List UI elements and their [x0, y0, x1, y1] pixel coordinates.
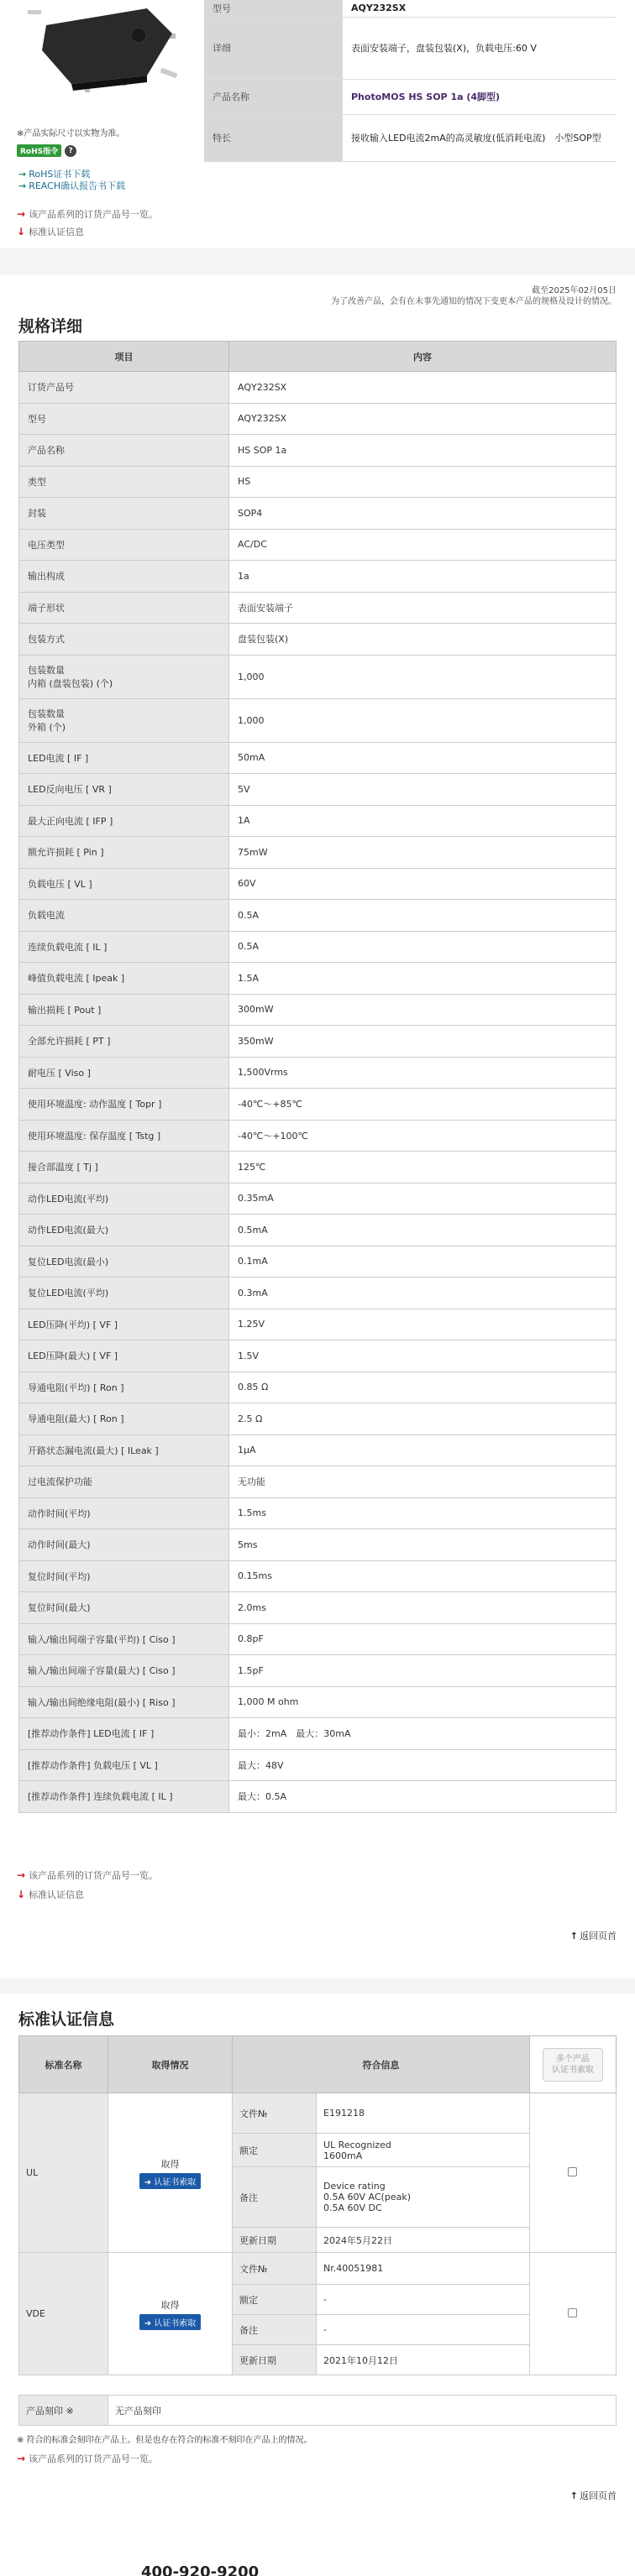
- spec-row-value: 1.25V: [229, 1309, 617, 1340]
- spec-row: [19, 561, 617, 593]
- spec-row-label: 负载电压 [ VL ]: [19, 868, 229, 900]
- vde-row-k: 更新日期: [233, 2345, 317, 2375]
- ul-row-v: E191218: [317, 2093, 530, 2134]
- cert-table: [18, 2035, 617, 2375]
- spec-row-value: 1,500Vrms: [229, 1057, 617, 1089]
- spec-row-value: 1μA: [229, 1434, 617, 1466]
- product-info-table: [204, 0, 617, 162]
- spec-order-number-list-link[interactable]: [17, 1868, 158, 1882]
- spec-row-label: 耐电压 [ Viso ]: [19, 1057, 229, 1089]
- spec-table: [18, 341, 617, 1813]
- reach-report-download-link[interactable]: [18, 179, 125, 192]
- spec-row: [19, 1655, 617, 1687]
- marking-value: 无产品刻印: [108, 2396, 617, 2426]
- spec-row-label: 开路状态漏电流(最大) [ ILeak ]: [19, 1434, 229, 1466]
- spec-row-value: 无功能: [229, 1466, 617, 1498]
- spec-row-label: 包装方式: [19, 624, 229, 656]
- cert-title: 标准认证信息: [18, 2010, 115, 2029]
- spec-row: [19, 466, 617, 498]
- label-features: 特长: [204, 114, 343, 161]
- spec-row-value: 表面安装端子: [229, 592, 617, 624]
- vde-row-k: 额定: [233, 2285, 317, 2315]
- label-detail: 详细: [204, 17, 343, 79]
- arrow-right-icon: →: [17, 2453, 26, 2464]
- spec-row-label: 峰值负载电流 [ Ipeak ]: [19, 963, 229, 995]
- spec-row-value: 1A: [229, 805, 617, 837]
- spec-row: [19, 1434, 617, 1466]
- spec-row-label: 产品名称: [19, 435, 229, 467]
- spec-row-label: 类型: [19, 466, 229, 498]
- label-model: 型号: [204, 0, 343, 17]
- cert-order-number-list-link[interactable]: [17, 2452, 158, 2465]
- spec-row: [19, 624, 617, 656]
- spec-row-value: 0.8pF: [229, 1623, 617, 1655]
- multi-cert-request-button[interactable]: [543, 2048, 603, 2082]
- spec-order-number-list-label: 该产品系列的订货产品号一览。: [29, 1870, 159, 1881]
- marking-label: 产品刻印 ※: [19, 2396, 108, 2426]
- spec-row-value: 1.5V: [229, 1340, 617, 1372]
- product-marking-table: [18, 2395, 617, 2426]
- ul-row-k: 备注: [233, 2167, 317, 2228]
- arrow-right-icon: →: [18, 180, 27, 191]
- spec-row-label: 订货产品号: [19, 372, 229, 404]
- spec-row-label: 输入/输出间端子容量(最大) [ Ciso ]: [19, 1655, 229, 1687]
- spec-row: [19, 698, 617, 742]
- spec-row: [19, 1592, 617, 1624]
- rohs-cert-download-label: RoHS证书下载: [29, 169, 91, 180]
- vde-row-v: -: [317, 2315, 530, 2345]
- spec-row-label: 使用环境温度: 保存温度 [ Tstg ]: [19, 1120, 229, 1152]
- spec-header-content: 内容: [229, 342, 617, 372]
- spec-row: [19, 372, 617, 404]
- spec-row-label: [推荐动作条件] LED电流 [ IF ]: [19, 1718, 229, 1750]
- spec-row-value: 2.0ms: [229, 1592, 617, 1624]
- value-product-name[interactable]: PhotoMOS HS SOP 1a (4脚型): [343, 79, 617, 114]
- spec-row-value: 0.5mA: [229, 1215, 617, 1246]
- rohs-indicator: [17, 144, 76, 157]
- spec-row-value: 0.5A: [229, 900, 617, 932]
- spec-disclaimer: 为了改善产品，会有在未事先通知的情况下变更本产品的规格及设计的情况。: [331, 297, 617, 306]
- cert-footnote: ※ 符合的标准会刻印在产品上。但是也存在符合的标准不刻印在产品上的情况。: [17, 2436, 312, 2445]
- spec-row: [19, 1057, 617, 1089]
- spec-row-value: 0.1mA: [229, 1246, 617, 1278]
- spec-row-label: 全部允许损耗 [ PT ]: [19, 1026, 229, 1058]
- spec-row: [19, 742, 617, 774]
- spec-row-label: 复位时间(平均): [19, 1560, 229, 1592]
- spec-row: [19, 1215, 617, 1246]
- spec-row-label: 包装数量 外箱 (个): [19, 698, 229, 742]
- footer: [0, 2531, 635, 2576]
- spec-row: [19, 1403, 617, 1435]
- spec-row: [19, 1152, 617, 1183]
- standard-cert-label: 标准认证信息: [29, 227, 85, 238]
- vde-row-v: 2021年10月12日: [317, 2345, 530, 2375]
- spec-row-label: 最大正向电流 [ IFP ]: [19, 805, 229, 837]
- product-summary-section: [0, 0, 635, 248]
- spec-row-label: 复位时间(最大): [19, 1592, 229, 1624]
- spec-row-value: 60V: [229, 868, 617, 900]
- spec-row-value: AQY232SX: [229, 372, 617, 404]
- arrow-up-icon: ↑: [569, 2490, 578, 2501]
- ul-row-v: Device rating 0.5A 60V AC(peak) 0.5A 60V DC: [317, 2167, 530, 2228]
- spec-row-label: 导通电阻(平均) [ Ron ]: [19, 1372, 229, 1403]
- spec-row-label: LED压降(最大) [ VF ]: [19, 1340, 229, 1372]
- spec-row: [19, 1246, 617, 1278]
- spec-row-label: 型号: [19, 403, 229, 435]
- ul-row-k: 额定: [233, 2134, 317, 2167]
- ul-cert-request-button[interactable]: ➜ 认证书索取: [139, 2173, 202, 2189]
- spec-row-value: 0.3mA: [229, 1278, 617, 1309]
- spec-row: [19, 1686, 617, 1718]
- spec-row-value: 0.15ms: [229, 1560, 617, 1592]
- multi-cert-cell: [529, 2036, 616, 2093]
- spec-row: [19, 1718, 617, 1750]
- value-model: AQY232SX: [343, 0, 617, 17]
- cert-header-status: 取得情况: [108, 2036, 233, 2093]
- spec-row-value: 最小：2mA 最大：30mA: [229, 1718, 617, 1750]
- spec-row-label: 连续负载电流 [ IL ]: [19, 931, 229, 963]
- spec-row: [19, 529, 617, 561]
- spec-row-value: 1,000: [229, 655, 617, 698]
- spec-row-value: AQY232SX: [229, 403, 617, 435]
- ul-status-cell: [108, 2093, 233, 2253]
- vde-row-v: Nr.40051981: [317, 2253, 530, 2285]
- spec-standard-cert-link[interactable]: [17, 1888, 84, 1901]
- spec-title: 规格详细: [18, 317, 83, 336]
- product-photo: [21, 0, 181, 118]
- spec-row-value: -40℃～+100℃: [229, 1120, 617, 1152]
- standard-cert-link[interactable]: [17, 225, 84, 238]
- cert-back-to-top-link[interactable]: [570, 2489, 617, 2502]
- spec-row: [19, 1089, 617, 1121]
- order-number-list-label: 该产品系列的订货产品号一览。: [29, 209, 159, 220]
- spec-row-label: 过电流保护功能: [19, 1466, 229, 1498]
- reach-report-download-label: REACH确认报告书下载: [29, 180, 126, 191]
- vde-status: 取得: [160, 2299, 180, 2311]
- spec-row: [19, 1372, 617, 1403]
- spec-row-label: 输出损耗 [ Pout ]: [19, 994, 229, 1026]
- arrow-up-icon: ↑: [569, 1930, 578, 1941]
- spec-row: [19, 963, 617, 995]
- spec-row-label: 包装数量 内箱 (盘装包装) (个): [19, 655, 229, 698]
- spec-row-label: 输入/输出间绝缘电阻(最小) [ Riso ]: [19, 1686, 229, 1718]
- spec-row-value: 50mA: [229, 742, 617, 774]
- spec-row-value: -40℃～+85℃: [229, 1089, 617, 1121]
- photo-note: ※产品实际尺寸以实物为准。: [17, 129, 125, 138]
- spec-row-value: HS: [229, 466, 617, 498]
- back-to-top-label: 返回页首: [580, 1931, 617, 1941]
- spec-row: [19, 1623, 617, 1655]
- spec-row-value: 5V: [229, 774, 617, 806]
- arrow-down-icon: ↓: [17, 1889, 26, 1900]
- multi-cert-label: 多个产品 认证书索取: [551, 2054, 594, 2075]
- spec-row: [19, 868, 617, 900]
- spec-row: [19, 655, 617, 698]
- spec-row-value: 最大：0.5A: [229, 1781, 617, 1813]
- ul-status: 取得: [160, 2158, 180, 2170]
- ul-name: UL: [19, 2093, 108, 2253]
- spec-row-value: 5ms: [229, 1529, 617, 1561]
- ul-select-cell: [529, 2093, 616, 2253]
- vde-cert-request-button[interactable]: ➜ 认证书索取: [139, 2314, 202, 2330]
- vde-row-k: 备注: [233, 2315, 317, 2345]
- cert-header-info: 符合信息: [233, 2036, 530, 2093]
- cert-order-number-list-label: 该产品系列的订货产品号一览。: [29, 2453, 159, 2464]
- spec-row: [19, 1183, 617, 1215]
- spec-row: [19, 592, 617, 624]
- spec-header-item: 项目: [19, 342, 229, 372]
- spec-row-label: 电压类型: [19, 529, 229, 561]
- spec-row: [19, 900, 617, 932]
- spec-row: [19, 994, 617, 1026]
- spec-row: [19, 1560, 617, 1592]
- spec-row-value: 2.5 Ω: [229, 1403, 617, 1435]
- arrow-down-icon: ↓: [17, 226, 26, 238]
- vde-row-v: -: [317, 2285, 530, 2315]
- vde-status-cell: [108, 2253, 233, 2375]
- spec-row-value: 1,000 M ohm: [229, 1686, 617, 1718]
- spec-row-label: 复位LED电流(最小): [19, 1246, 229, 1278]
- label-product-name: 产品名称: [204, 79, 343, 114]
- ul-row-v: 2024年5月22日: [317, 2228, 530, 2253]
- spec-row-value: 1.5ms: [229, 1497, 617, 1529]
- spec-row-value: 300mW: [229, 994, 617, 1026]
- spec-row: [19, 1309, 617, 1340]
- spec-row-label: LED反向电压 [ VR ]: [19, 774, 229, 806]
- spec-row: [19, 1340, 617, 1372]
- spec-row-value: 0.85 Ω: [229, 1372, 617, 1403]
- spec-row-value: 350mW: [229, 1026, 617, 1058]
- cert-back-to-top-label: 返回页首: [580, 2490, 617, 2501]
- spec-row: [19, 931, 617, 963]
- spec-row-value: AC/DC: [229, 529, 617, 561]
- ul-select-checkbox[interactable]: [568, 2167, 577, 2176]
- spec-row-label: 接合部温度 [ Tj ]: [19, 1152, 229, 1183]
- spec-row: [19, 1120, 617, 1152]
- spec-row-value: 1a: [229, 561, 617, 593]
- ul-cert-request-label: 认证书索取: [154, 2177, 197, 2187]
- spec-row-label: 复位LED电流(平均): [19, 1278, 229, 1309]
- spec-row-value: 125℃: [229, 1152, 617, 1183]
- ul-row-k: 更新日期: [233, 2228, 317, 2253]
- spec-date-text: 截至2025年02月05日: [532, 286, 617, 295]
- order-number-list-link[interactable]: [17, 207, 158, 221]
- spec-row: [19, 498, 617, 530]
- spec-row-value: 0.5A: [229, 931, 617, 963]
- spec-row-label: LED电流 [ IF ]: [19, 742, 229, 774]
- spec-row-label: [推荐动作条件] 负载电压 [ VL ]: [19, 1749, 229, 1781]
- spec-standard-cert-label: 标准认证信息: [29, 1889, 85, 1900]
- vde-row-k: 文件№: [233, 2253, 317, 2285]
- spec-row: [19, 1749, 617, 1781]
- back-to-top-link[interactable]: [570, 1929, 617, 1942]
- spec-row-value: 最大：48V: [229, 1749, 617, 1781]
- spec-row-label: 端子形状: [19, 592, 229, 624]
- ul-row-k: 文件№: [233, 2093, 317, 2134]
- vde-select-cell: [529, 2253, 616, 2375]
- spec-row: [19, 403, 617, 435]
- ul-row-v: UL Recognized 1600mA: [317, 2134, 530, 2167]
- spec-row-label: 动作LED电流(最大): [19, 1215, 229, 1246]
- rohs-badge: RoHS指令: [17, 144, 61, 157]
- spec-row-label: 使用环境温度: 动作温度 [ Topr ]: [19, 1089, 229, 1121]
- spec-row-value: 1,000: [229, 698, 617, 742]
- help-icon[interactable]: ?: [65, 145, 76, 157]
- spec-row-label: [推荐动作条件] 连续负载电流 [ IL ]: [19, 1781, 229, 1813]
- arrow-right-icon: →: [17, 1869, 26, 1881]
- spec-row-value: 1.5A: [229, 963, 617, 995]
- spec-row-value: 盘装包装(X): [229, 624, 617, 656]
- value-features: 接收输入LED电流2mA的高灵敏度(低消耗电流) 小型SOP型: [343, 114, 617, 161]
- vde-select-checkbox[interactable]: [568, 2308, 577, 2317]
- spec-row: [19, 1781, 617, 1813]
- cert-header-standard: 标准名称: [19, 2036, 108, 2093]
- spec-row-label: LED压降(平均) [ VF ]: [19, 1309, 229, 1340]
- spec-row-value: 0.35mA: [229, 1183, 617, 1215]
- spec-row: [19, 1497, 617, 1529]
- spec-row-value: HS SOP 1a: [229, 435, 617, 467]
- spec-row-label: 导通电阻(最大) [ Ron ]: [19, 1403, 229, 1435]
- spec-row-label: 负载电流: [19, 900, 229, 932]
- spec-row-value: 1.5pF: [229, 1655, 617, 1687]
- spec-row-value: 75mW: [229, 837, 617, 869]
- spec-date: [331, 285, 617, 307]
- spec-row-label: 动作时间(平均): [19, 1497, 229, 1529]
- spec-row-label: 额允许损耗 [ Pin ]: [19, 837, 229, 869]
- value-detail: 表面安装端子，盘装包装(X)，负载电压:60 V: [343, 17, 617, 79]
- spec-row: [19, 1529, 617, 1561]
- spec-row: [19, 1278, 617, 1309]
- arrow-right-icon: →: [18, 168, 27, 180]
- spec-row-label: 封装: [19, 498, 229, 530]
- spec-row-label: 动作时间(最大): [19, 1529, 229, 1561]
- spec-row: [19, 1026, 617, 1058]
- spec-row: [19, 435, 617, 467]
- arrow-right-icon: →: [17, 208, 26, 220]
- spec-row-label: 输入/输出间端子容量(平均) [ Ciso ]: [19, 1623, 229, 1655]
- spec-row: [19, 837, 617, 869]
- spec-row: [19, 805, 617, 837]
- vde-cert-request-label: 认证书索取: [154, 2318, 197, 2328]
- spec-row-label: 动作LED电流(平均): [19, 1183, 229, 1215]
- spec-row: [19, 1466, 617, 1498]
- vde-name: VDE: [19, 2253, 108, 2375]
- spec-row: [19, 774, 617, 806]
- spec-row-value: SOP4: [229, 498, 617, 530]
- spec-row-label: 输出构成: [19, 561, 229, 593]
- footer-phone: 400-920-9200: [141, 2563, 260, 2576]
